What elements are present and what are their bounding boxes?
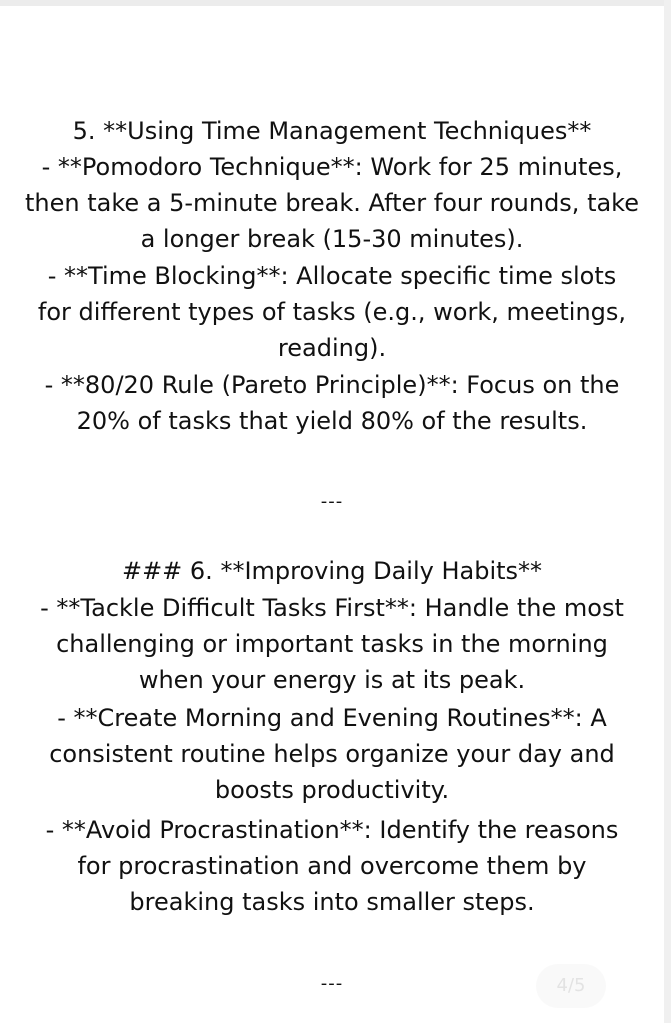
pareto-line-1: - **80/20 Rule (Pareto Principle)**: Focus on the <box>44 371 620 399</box>
procrastination-line-3: breaking tasks into smaller steps. <box>129 888 535 916</box>
section-6-heading: ### 6. **Improving Daily Habits** <box>121 557 543 585</box>
procrastination-line-2: for procrastination and overcome them by <box>77 852 587 880</box>
difficult-first-line-2: challenging or important tasks in the morning <box>56 630 608 658</box>
time-blocking-line-2: for different types of tasks (e.g., work, meetings, <box>37 298 627 326</box>
difficult-first-line-3: when your energy is at its peak. <box>138 666 526 694</box>
routines-line-2: consistent routine helps organize your day and <box>49 740 615 768</box>
section-separator-2: --- <box>320 973 344 994</box>
pareto-line-2: 20% of tasks that yield 80% of the results. <box>76 407 588 435</box>
section-5-heading: 5. **Using Time Management Techniques** <box>72 117 592 145</box>
pomodoro-line-1: - **Pomodoro Technique**: Work for 25 minutes, <box>41 153 623 181</box>
document-page <box>0 6 664 1023</box>
pomodoro-line-2: then take a 5-minute break. After four rounds, take <box>25 189 639 217</box>
routines-line-1: - **Create Morning and Evening Routines**: A <box>57 704 607 732</box>
routines-line-3: boosts productivity. <box>214 776 450 804</box>
scroll-edge <box>664 0 671 1023</box>
page-indicator: 4/5 <box>536 964 606 1008</box>
pomodoro-line-3: a longer break (15-30 minutes). <box>140 225 524 253</box>
difficult-first-line-1: - **Tackle Difficult Tasks First**: Handle the most <box>40 594 624 622</box>
time-blocking-line-3: reading). <box>277 334 387 362</box>
time-blocking-line-1: - **Time Blocking**: Allocate specific time slots <box>47 262 617 290</box>
section-separator: --- <box>320 491 344 512</box>
procrastination-line-1: - **Avoid Procrastination**: Identify the reasons <box>45 816 619 844</box>
